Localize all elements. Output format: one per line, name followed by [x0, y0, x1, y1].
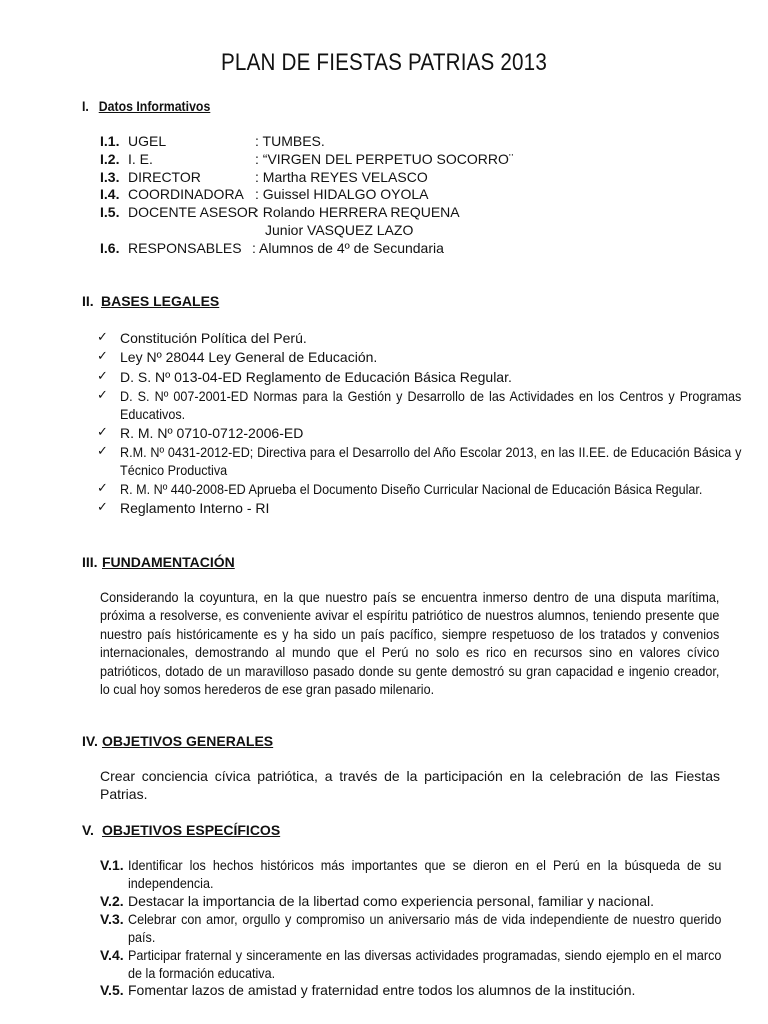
objetivo-text: Destacar la importancia de la libertad como experiencia personal, familiar y nacional. — [128, 893, 655, 909]
datos-value: : Martha REYES VELASCO — [255, 169, 428, 185]
objetivo-text — [128, 910, 722, 946]
fundamentacion-text: Considerando la coyuntura, en la que nuestro país se encuentra inmerso dentro de una disputa marítima, próxima a resolverse, es conveniente avivar el espíritu patriótico de nuestros alumnos, teniendo presente que nuestro país históricamente es y ha sido un país pacífico, siempre respetuoso de los tratados y convenios internacionales, demostrando al mundo que el Perú no solo es rico en recursos sino en valores cívico patrióticos, dotado de un maravilloso pasado donde su gente demostró su gran capacidad e ingenio creador, lo cual hoy somos herederos de ese gran pasado milenario. — [100, 589, 720, 698]
objetivo-text-inner: Identificar los hechos históricos más importantes que se dieron en el Perú en la búsqueda de su independencia. — [128, 857, 722, 891]
section-label: FUNDAMENTACIÓN — [102, 554, 235, 570]
section-heading-objetivos-especificos — [82, 821, 280, 839]
datos-code: I.3. — [100, 169, 120, 185]
section-number: IV. — [82, 733, 98, 749]
section-label: OBJETIVOS ESPECÍFICOS — [102, 822, 281, 838]
section-number: V. — [82, 822, 94, 838]
datos-value: : Guissel HIDALGO OYOLA — [255, 186, 429, 202]
datos-field: COORDINADORA — [128, 186, 244, 202]
section-label: BASES LEGALES — [101, 293, 220, 309]
bases-legales-text-inner: R. M. Nº 440-2008-ED Aprueba el Documento Diseño Curricular Nacional de Educación Básica Regular. — [120, 481, 703, 497]
checkmark-icon: ✓ — [97, 425, 108, 440]
datos-field: DIRECTOR — [128, 169, 201, 185]
objetivo-code: V.1. — [100, 857, 124, 873]
bases-legales-text — [120, 443, 742, 479]
bases-legales-text: D. S. Nº 013-04-ED Reglamento de Educación Básica Regular. — [120, 369, 512, 385]
checkmark-icon: ✓ — [97, 444, 108, 459]
datos-value: : Alumnos de 4º de Secundaria — [252, 240, 444, 256]
datos-field: RESPONSABLES — [128, 240, 242, 256]
datos-code: I.2. — [100, 151, 120, 167]
datos-field: DOCENTE ASESOR — [128, 204, 258, 220]
objetivo-text-inner: Celebrar con amor, orgullo y compromiso un aniversario más de vida independiente de nuestro querido país. — [128, 911, 722, 945]
bases-legales-text — [120, 387, 742, 423]
section-heading-datos — [82, 97, 228, 115]
datos-value: : Rolando HERRERA REQUENA — [255, 204, 460, 220]
datos-code: I.6. — [100, 240, 120, 256]
datos-code: I.1. — [100, 133, 120, 149]
checkmark-icon: ✓ — [97, 330, 108, 345]
section-number: I. — [82, 98, 89, 114]
datos-code: I.5. — [100, 204, 120, 220]
checkmark-icon: ✓ — [97, 369, 108, 384]
bases-legales-text-inner: R.M. Nº 0431-2012-ED; Directiva para el Desarrollo del Año Escolar 2013, en las II.EE. de Educación Básica y Técnico Productiva — [120, 444, 742, 478]
fundamentacion-paragraph — [100, 588, 720, 698]
section-number: II. — [82, 293, 94, 309]
objetivo-text: Fomentar lazos de amistad y fraternidad entre todos los alumnos de la institución. — [128, 982, 636, 998]
objetivo-code: V.3. — [100, 911, 124, 927]
datos-value: : TUMBES. — [255, 133, 325, 149]
objetivo-text — [128, 856, 722, 892]
bases-legales-text: Reglamento Interno - RI — [120, 500, 270, 516]
checkmark-icon: ✓ — [97, 500, 108, 515]
bases-legales-text — [120, 480, 742, 498]
objetivo-code: V.5. — [100, 982, 124, 998]
objetivo-text — [128, 946, 722, 982]
bases-legales-text: R. M. Nº 0710-0712-2006-ED — [120, 425, 304, 441]
datos-code: I.4. — [100, 186, 120, 202]
objetivo-code: V.2. — [100, 893, 124, 909]
checkmark-icon: ✓ — [97, 388, 108, 403]
section-heading-bases-legales — [82, 292, 219, 310]
objetivo-general-text: Crear conciencia cívica patriótica, a través de la participación en la celebración de las Fiestas Patrias. — [100, 768, 720, 803]
datos-field: UGEL — [128, 133, 167, 149]
section-number: III. — [82, 554, 98, 570]
bases-legales-text: Ley Nº 28044 Ley General de Educación. — [120, 349, 378, 365]
bases-legales-text-inner: D. S. Nº 007-2001-ED Normas para la Gestión y Desarrollo de las Actividades en los Centros y Programas Educativos. — [120, 388, 742, 422]
datos-value: Junior VASQUEZ LAZO — [265, 222, 414, 238]
objetivo-code: V.4. — [100, 947, 124, 963]
section-label: Datos Informativos — [98, 98, 211, 114]
objetivo-text-inner: Participar fraternal y sinceramente en las diversas actividades programadas, siendo ejemplo en el marco de la formación educativa. — [128, 947, 722, 981]
bases-legales-text: Constitución Política del Perú. — [120, 330, 307, 346]
section-heading-fundamentacion — [82, 553, 235, 571]
section-label: OBJETIVOS GENERALES — [102, 733, 274, 749]
checkmark-icon: ✓ — [97, 481, 108, 496]
document-title: PLAN DE FIESTAS PATRIAS 2013 — [220, 49, 547, 76]
section-heading-objetivos-generales — [82, 732, 273, 750]
objetivo-general-paragraph — [100, 767, 720, 804]
checkmark-icon: ✓ — [97, 349, 108, 364]
datos-field: I. E. — [128, 151, 153, 167]
datos-value: : “VIRGEN DEL PERPETUO SOCORRO¨ — [255, 151, 514, 167]
